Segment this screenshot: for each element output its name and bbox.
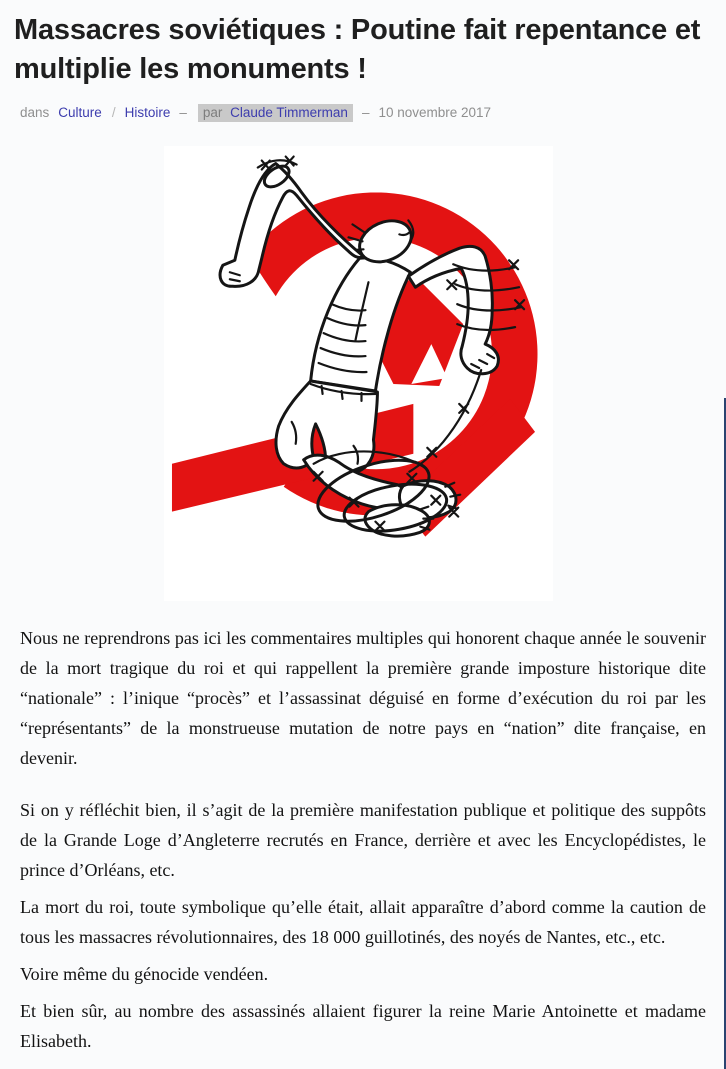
- meta-by-label: par: [202, 105, 223, 120]
- hammer-sickle-barbed-wire-figure: [164, 146, 553, 601]
- meta-dash-1: –: [179, 105, 187, 120]
- post-date: 10 novembre 2017: [378, 105, 492, 120]
- article-illustration: [164, 146, 553, 601]
- article-page: [0, 11, 726, 1056]
- article-body: [20, 623, 706, 1056]
- category-link-culture[interactable]: Culture: [58, 105, 102, 120]
- paragraph-3: La mort du roi, toute symbolique qu’elle était, allait apparaître d’abord comme la caution de tous les massacres révolutionnaires, des 18 000 guillotinés, des noyés de Nantes, etc., etc.: [20, 897, 706, 947]
- author-link[interactable]: Claude Timmerman: [230, 105, 348, 120]
- paragraph-2: Si on y réfléchit bien, il s’agit de la première manifestation publique et politique des suppôts de la Grande Loge d’Angleterre recrutés en France, derrière et avec les Encyclopédistes, le prince d’Orléans, etc.: [20, 800, 706, 880]
- author-byline-selected: [198, 104, 353, 122]
- post-meta: [20, 104, 706, 122]
- paragraph-5: Et bien sûr, au nombre des assassinés allaient figurer la reine Marie Antoinette et madame Elisabeth.: [20, 1001, 706, 1051]
- paragraph-4: Voire même du génocide vendéen.: [20, 964, 269, 984]
- meta-in-label: dans: [20, 105, 50, 120]
- paragraph-1: Nous ne reprendrons pas ici les commentaires multiples qui honorent chaque année le souvenir de la mort tragique du roi et qui rappellent la première grande imposture historique dite “nationale” : l’inique “procès” et l’assassinat déguisé en forme d’exécution du roi par les “représentants” de la monstrueuse mutation de notre pays en “nation” dite française, en devenir.: [20, 628, 706, 768]
- category-separator: /: [111, 105, 116, 120]
- meta-dash-2: –: [361, 105, 370, 120]
- category-link-histoire[interactable]: Histoire: [124, 105, 171, 120]
- page-title: Massacres soviétiques : Poutine fait repentance et multiplie les monuments !: [14, 14, 701, 85]
